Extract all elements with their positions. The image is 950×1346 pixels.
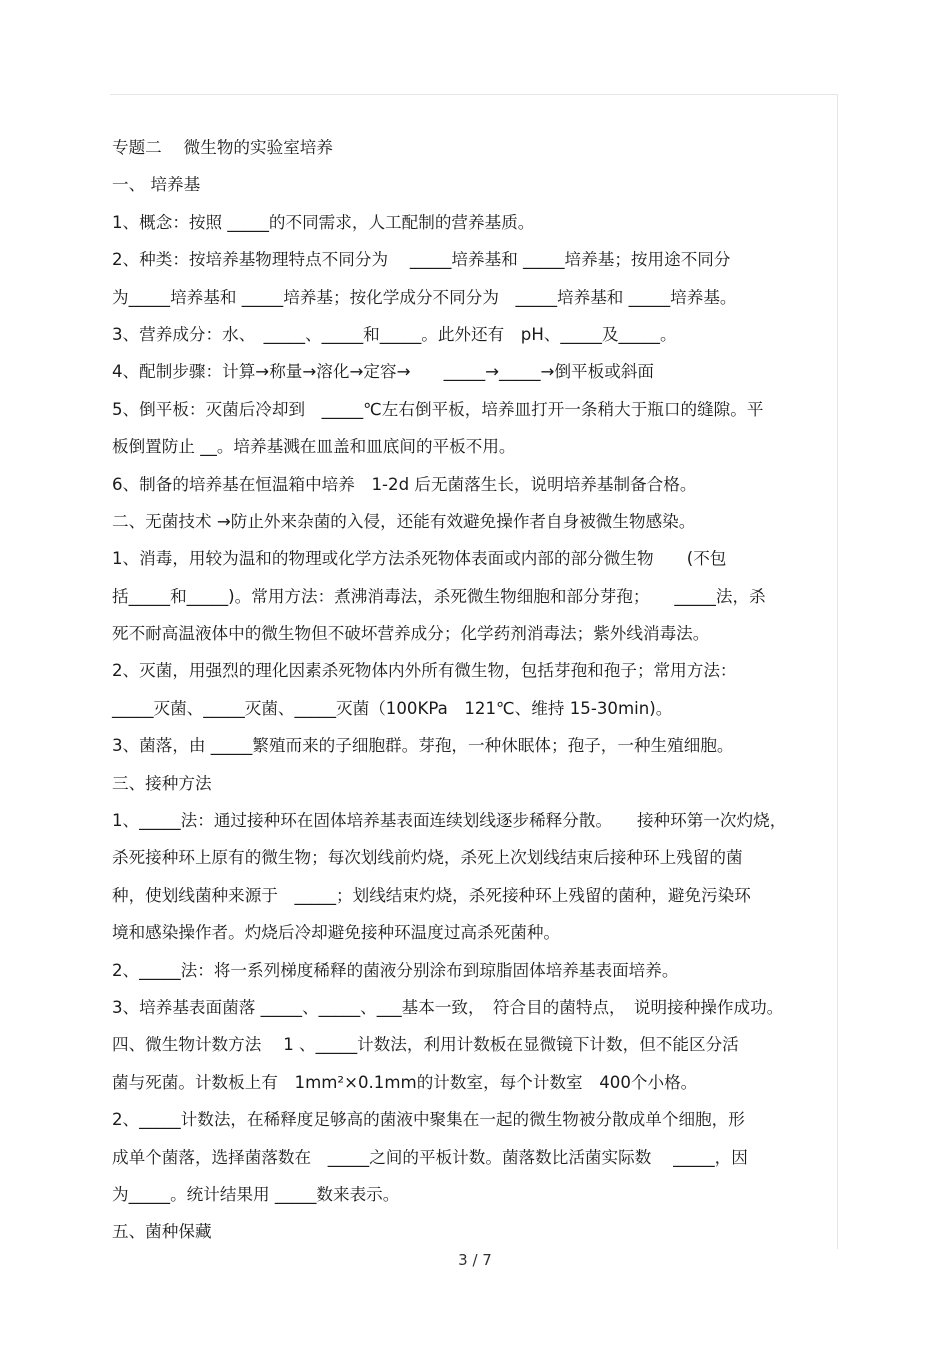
- text-line: 板倒置防止 __。培养基溅在皿盖和皿底间的平板不用。: [112, 437, 516, 457]
- page-border-top: [110, 94, 838, 95]
- text-line: 3、营养成分：水、 _____、_____和_____。此外还有 pH、_____及_____。: [112, 324, 677, 344]
- text-line: 3、菌落，由 _____繁殖而来的子细胞群。芽孢，一种休眠体；孢子，一种生殖细胞。: [112, 736, 734, 756]
- text-line: 括_____和_____)。常用方法：煮沸消毒法，杀死微生物细胞和部分芽孢； _____法，杀: [112, 586, 766, 606]
- text-line: 专题二 微生物的实验室培养: [112, 138, 333, 157]
- text-line: 1、消毒，用较为温和的物理或化学方法杀死物体表面或内部的部分微生物 (不包: [112, 549, 727, 569]
- text-line: 成单个菌落，选择菌落数在 _____之间的平板计数。菌落数比活菌实际数 _____，因: [112, 1147, 748, 1167]
- text-line: 菌与死菌。计数板上有 1mm²×0.1mm的计数室，每个计数室 400个小格。: [112, 1072, 698, 1092]
- text-line: 1、概念：按照 _____的不同需求，人工配制的营养基质。: [112, 212, 535, 232]
- text-line: 2、_____法：将一系列梯度稀释的菌液分别涂布到琼脂固体培养基表面培养。: [112, 960, 679, 980]
- text-line: 6、制备的培养基在恒温箱中培养 1-2d 后无菌落生长，说明培养基制备合格。: [112, 474, 697, 494]
- text-line: 三、接种方法: [112, 773, 212, 793]
- text-line: 2、_____计数法，在稀释度足够高的菌液中聚集在一起的微生物被分散成单个细胞，形: [112, 1110, 745, 1130]
- page-number: 3 / 7: [458, 1251, 492, 1269]
- text-line: 五、菌种保藏: [112, 1222, 212, 1242]
- text-line: 一、 培养基: [112, 175, 201, 195]
- text-line: 2、灭菌，用强烈的理化因素杀死物体内外所有微生物，包括芽孢和孢子；常用方法：: [112, 661, 737, 681]
- text-line: 3、培养基表面菌落 _____、_____、___基本一致， 符合目的菌特点， 说明接种操作成功。: [112, 997, 784, 1017]
- text-line: _____灭菌、_____灭菌、_____灭菌（100KPa 121℃、维持 15-30min)。: [112, 698, 673, 718]
- text-line: 境和感染操作者。灼烧后冷却避免接种环温度过高杀死菌种。: [112, 923, 561, 943]
- text-line: 四、微生物计数方法 1 、_____计数法，利用计数板在显微镜下计数，但不能区分活: [112, 1035, 739, 1055]
- text-line: 杀死接种环上原有的微生物；每次划线前灼烧，杀死上次划线结束后接种环上残留的菌: [112, 848, 743, 868]
- text-line: 二、无菌技术 →防止外来杂菌的入侵，还能有效避免操作者自身被微生物感染。: [112, 511, 696, 531]
- text-line: 2、种类：按培养基物理特点不同分为 _____培养基和 _____培养基；按用途不同分: [112, 250, 731, 270]
- document-body: [112, 134, 842, 1256]
- text-line: 4、配制步骤：计算→称量→溶化→定容→ _____→_____→倒平板或斜面: [112, 362, 655, 382]
- text-line: 5、倒平板：灭菌后冷却到 _____℃左右倒平板，培养皿打开一条稍大于瓶口的缝隙。平: [112, 399, 764, 419]
- text-line: 1、_____法：通过接种环在固体培养基表面连续划线逐步稀释分散。 接种环第一次灼烧，: [112, 811, 787, 831]
- text-line: 为_____。统计结果用 _____数来表示。: [112, 1184, 400, 1204]
- text-line: 种，使划线菌种来源于 _____；划线结束灼烧，杀死接种环上残留的菌种，避免污染环: [112, 885, 751, 905]
- text-line: 死不耐高温液体中的微生物但不破坏营养成分；化学药剂消毒法；紫外线消毒法。: [112, 624, 710, 644]
- text-line: 为_____培养基和 _____培养基；按化学成分不同分为 _____培养基和 _____培养基。: [112, 287, 737, 307]
